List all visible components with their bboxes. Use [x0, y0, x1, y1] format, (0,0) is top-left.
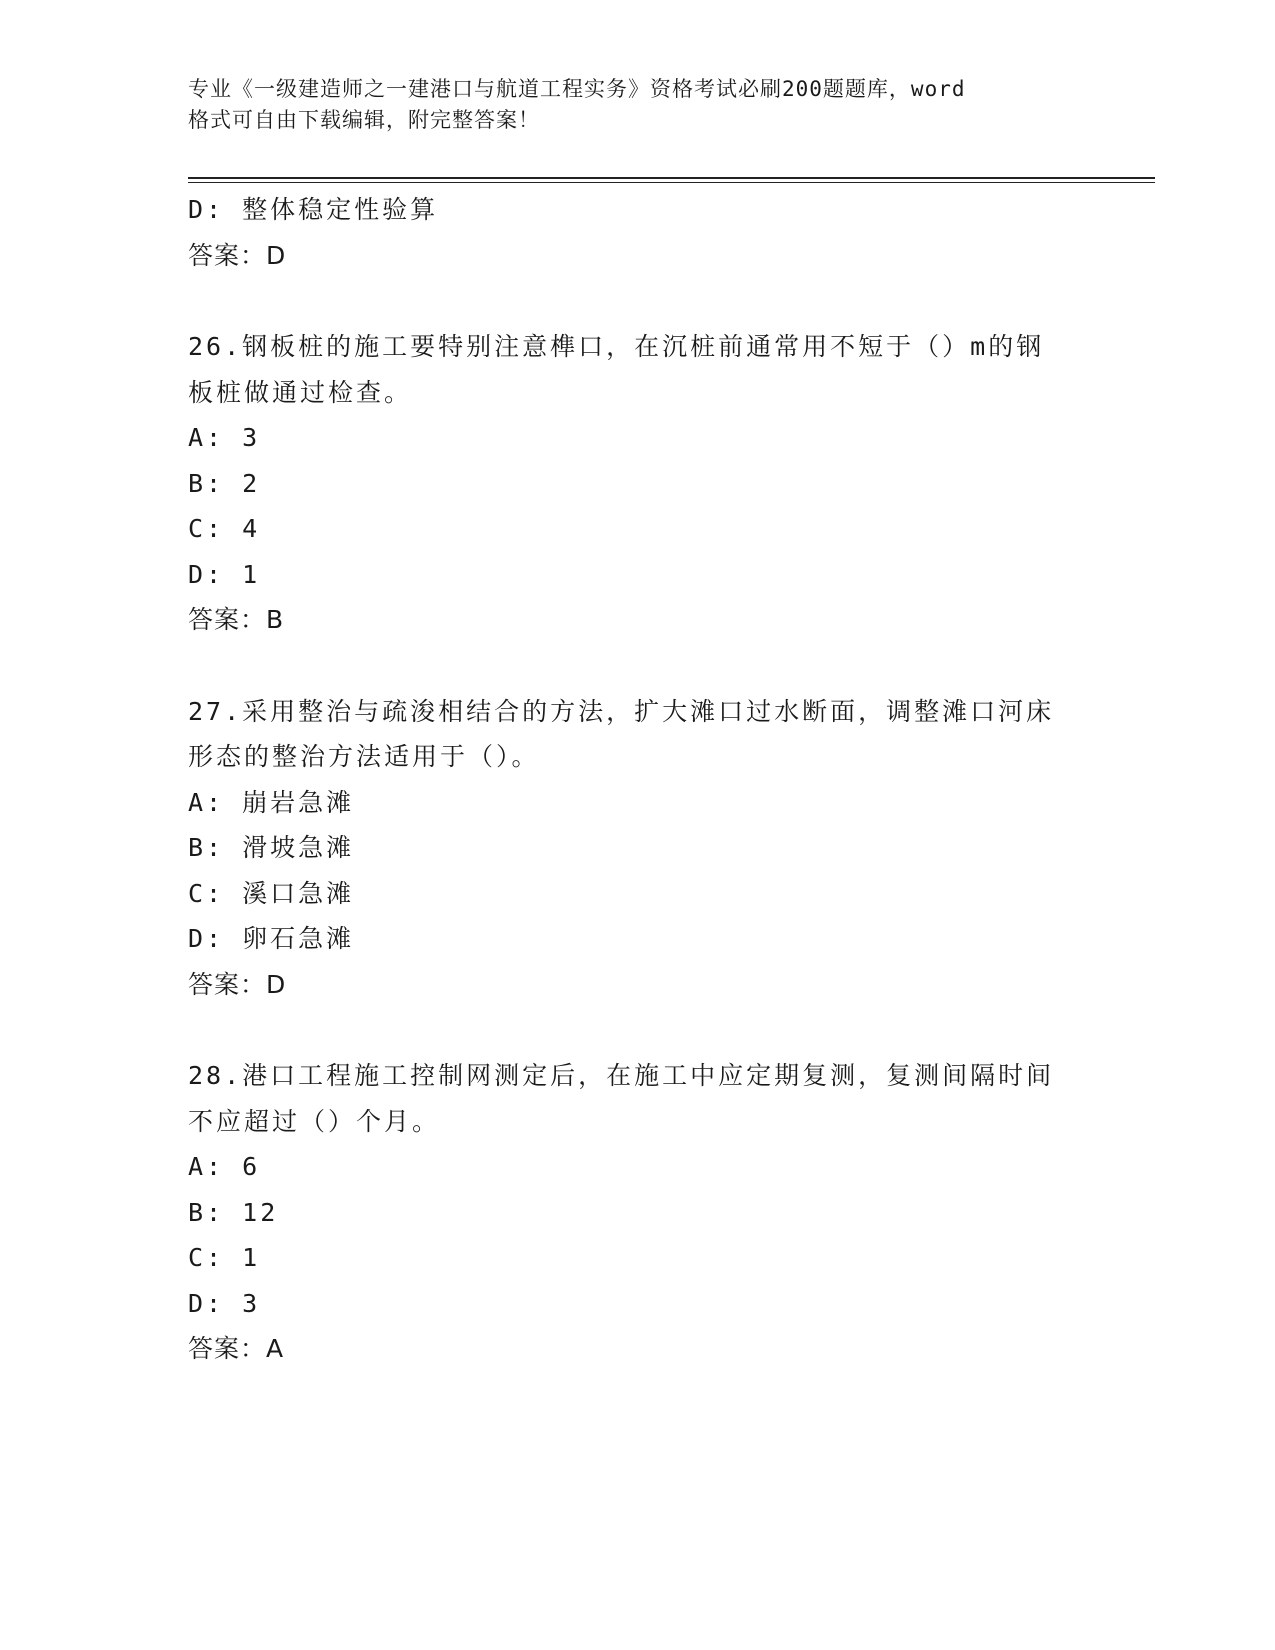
option-d: D: 3 — [188, 1288, 261, 1318]
answer: 答案：B — [188, 605, 285, 634]
option-c: C: 溪口急滩 — [188, 878, 355, 908]
prev-answer: 答案：D — [188, 240, 287, 270]
spacer — [188, 643, 1088, 689]
document-header — [188, 74, 1068, 136]
option-b: B: 滑坡急滩 — [188, 833, 355, 862]
header-rule-thick — [188, 177, 1155, 179]
question-text-line-1: 28.港口工程施工控制网测定后，在施工中应定期复测，复测间隔时间 — [188, 1061, 1055, 1090]
option-b: B: 2 — [188, 468, 261, 498]
option-b: B: 12 — [188, 1197, 279, 1227]
option-d: D: 卵石急滩 — [188, 924, 355, 953]
question-text-line-1: 27.采用整治与疏浚相结合的方法，扩大滩口过水断面，调整滩口河床 — [188, 696, 1055, 726]
question-block-26 — [188, 324, 1088, 643]
answer: 答案：D — [188, 969, 287, 999]
header-line-1: 专业《一级建造师之一建港口与航道工程实务》资格考试必刷200题题库，word — [188, 77, 966, 101]
option-a: A: 6 — [188, 1152, 261, 1181]
header-line-2: 格式可自由下载编辑，附完整答案！ — [188, 108, 540, 132]
question-text-line-2: 不应超过（）个月。 — [188, 1106, 441, 1136]
question-text-line-2: 板桩做通过检查。 — [188, 377, 413, 407]
question-block-27 — [188, 689, 1088, 1008]
prev-option-d: D: 整体稳定性验算 — [188, 195, 439, 224]
question-content — [188, 187, 1088, 1372]
header-rule-thin — [188, 182, 1155, 183]
answer: 答案：A — [188, 1334, 285, 1363]
spacer — [188, 1007, 1088, 1053]
spacer — [188, 278, 1088, 324]
question-text-line-1: 26.钢板桩的施工要特别注意榫口，在沉桩前通常用不短于（）m的钢 — [188, 332, 1045, 361]
option-a: A: 3 — [188, 423, 261, 452]
question-block-28 — [188, 1053, 1088, 1372]
option-c: C: 4 — [188, 514, 261, 543]
option-a: A: 崩岩急滩 — [188, 787, 355, 817]
question-text-line-2: 形态的整治方法适用于（）。 — [188, 742, 540, 771]
option-c: C: 1 — [188, 1243, 261, 1272]
option-d: D: 1 — [188, 559, 261, 589]
